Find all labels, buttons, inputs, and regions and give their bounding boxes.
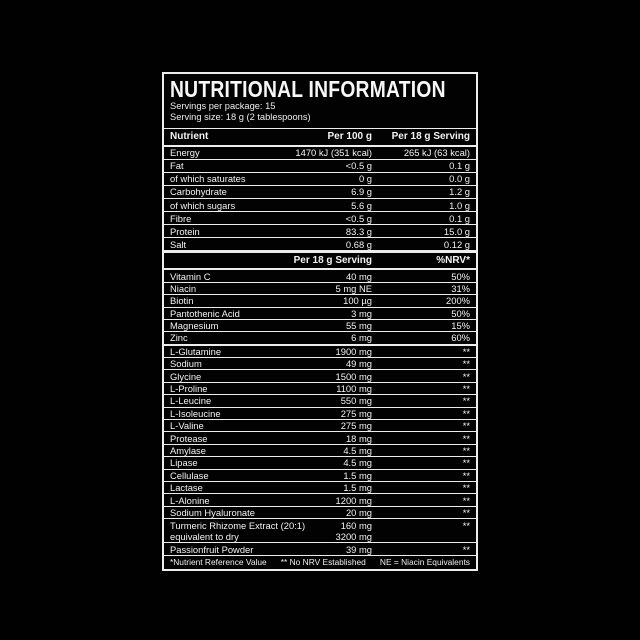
row-nrv-value: ** — [462, 420, 470, 432]
table-row — [164, 370, 476, 382]
table-row — [164, 147, 476, 160]
row-value: 1100 mg — [336, 383, 372, 395]
table-row-line — [170, 160, 470, 172]
row-name: Energy — [170, 147, 200, 159]
table-row-line — [170, 507, 470, 518]
row-nrv-value: ** — [462, 519, 470, 531]
row-name: Carbohydrate — [170, 186, 227, 198]
table-row — [164, 199, 476, 212]
row-name: L-Alonine — [170, 494, 210, 506]
row-nrv-value: ** — [462, 395, 470, 407]
per-100g-table-header — [164, 129, 476, 147]
column-header-per-serving: Per 18 g Serving — [293, 255, 372, 267]
per-100g-table-body — [164, 147, 476, 251]
table-header-row — [170, 129, 470, 145]
footnote-nrv: *Nutrient Reference Value — [170, 556, 267, 567]
row-nrv-value: 31% — [451, 282, 470, 294]
row-name: Zinc — [170, 332, 188, 344]
row-value: 5.6 g — [351, 199, 372, 211]
table-row-line — [170, 395, 470, 406]
row-value: 1900 mg — [335, 345, 372, 357]
table-row-line — [170, 173, 470, 185]
row-value: 1.5 mg — [343, 482, 372, 494]
table-row-line — [170, 494, 470, 505]
row-nrv-value: ** — [462, 370, 470, 382]
row-nrv-value: 15% — [451, 320, 470, 332]
table-row — [164, 408, 476, 420]
per-serving-table-header — [164, 250, 476, 270]
row-name: Cellulase — [170, 469, 209, 481]
table-row-line — [170, 212, 470, 224]
per-serving-table-body — [164, 270, 476, 555]
column-header-nutrient: Nutrient — [170, 131, 209, 143]
servings-per-package: Servings per package: 15 — [170, 101, 276, 111]
row-value: 20 mg — [345, 506, 372, 518]
row-nrv-value: 50% — [451, 307, 470, 319]
row-value: 0.68 g — [345, 238, 372, 250]
table-row-line — [170, 408, 470, 419]
row-name: Niacin — [170, 282, 197, 294]
row-name: Turmeric Rhizome Extract (20:1) — [170, 519, 306, 531]
table-row — [164, 212, 476, 225]
row-nrv-value: ** — [462, 445, 470, 456]
column-header-per-serving: Per 18 g Serving — [391, 131, 470, 143]
table-row-line — [170, 531, 470, 542]
row-name: equivalent to dry — [170, 530, 239, 542]
row-value: 40 mg — [345, 270, 372, 282]
table-row — [164, 332, 476, 345]
row-name: L-Proline — [170, 383, 208, 395]
row-nrv-value: 15.0 g — [443, 225, 470, 237]
footnote-ne: NE = Niacin Equivalents — [379, 556, 470, 567]
row-name: L-Valine — [170, 420, 204, 432]
table-row — [164, 543, 476, 555]
table-row — [164, 445, 476, 457]
row-nrv-value: 0.1 g — [449, 160, 470, 172]
table-row-line — [170, 543, 470, 554]
table-row-line — [170, 238, 470, 250]
row-value: 550 mg — [340, 395, 372, 407]
row-value: 3200 mg — [335, 530, 372, 542]
row-value: 6 mg — [351, 332, 372, 344]
row-nrv-value: ** — [462, 383, 470, 395]
column-header-nrv: %NRV* — [436, 255, 470, 267]
table-row — [164, 420, 476, 432]
row-name: L-Isoleucine — [170, 407, 221, 419]
table-header-row — [170, 253, 470, 268]
table-row-line — [170, 470, 470, 481]
row-nrv-value: 265 kJ (63 kcal) — [403, 147, 470, 159]
row-name: Lipase — [170, 457, 198, 469]
row-value: 83.3 g — [345, 225, 372, 237]
row-nrv-value: ** — [462, 432, 470, 444]
row-name: Pantothenic Acid — [170, 307, 240, 319]
row-value: 49 mg — [345, 358, 372, 370]
table-row — [164, 507, 476, 519]
row-nrv-value: ** — [462, 358, 470, 370]
table-row-line — [170, 332, 470, 343]
row-nrv-value: ** — [462, 345, 470, 357]
row-value: 1.5 mg — [343, 469, 372, 481]
table-row-line — [170, 370, 470, 381]
row-name: Fat — [170, 160, 184, 172]
row-value: 100 µg — [343, 295, 372, 307]
table-row-line — [170, 225, 470, 237]
table-row — [164, 432, 476, 444]
table-row-line — [170, 520, 470, 531]
row-name: Amylase — [170, 445, 206, 456]
row-name: Protease — [170, 432, 208, 444]
table-row — [164, 225, 476, 238]
row-value: <0.5 g — [345, 212, 372, 224]
table-row-line — [170, 383, 470, 394]
table-row — [164, 270, 476, 282]
table-row — [164, 160, 476, 173]
table-row-line — [170, 432, 470, 443]
row-value: 275 mg — [340, 407, 372, 419]
label-header — [164, 74, 476, 129]
table-row — [164, 186, 476, 199]
row-value: 4.5 mg — [343, 445, 372, 456]
row-nrv-value: 0.0 g — [449, 173, 470, 185]
table-row-line — [170, 457, 470, 468]
row-name: Protein — [170, 225, 200, 237]
row-name: Sodium — [170, 358, 202, 370]
serving-size: Serving size: 18 g (2 tablespoons) — [170, 112, 311, 123]
row-name: Biotin — [170, 295, 194, 307]
row-name: Glycine — [170, 370, 202, 382]
row-nrv-value: ** — [462, 482, 470, 494]
row-value: 1470 kJ (351 kcal) — [295, 147, 372, 159]
row-name: of which sugars — [170, 199, 236, 211]
row-nrv-value: 200% — [446, 295, 470, 307]
table-row — [164, 519, 476, 543]
row-value: 5 mg NE — [335, 282, 372, 294]
nutrition-label — [162, 72, 478, 571]
row-name: Magnesium — [170, 320, 219, 332]
row-value: 160 mg — [340, 519, 372, 531]
row-name: Fibre — [170, 212, 192, 224]
table-row — [164, 320, 476, 332]
row-nrv-value: 0.1 g — [449, 212, 470, 224]
row-nrv-value: 60% — [451, 332, 470, 344]
row-name: Sodium Hyaluronate — [170, 506, 255, 518]
row-name: L-Leucine — [170, 395, 212, 407]
row-value: 3 mg — [351, 307, 372, 319]
row-value: 55 mg — [345, 320, 372, 332]
row-nrv-value: ** — [462, 494, 470, 506]
row-nrv-value: ** — [462, 506, 470, 518]
table-row-line — [170, 358, 470, 369]
row-name: Vitamin C — [170, 270, 211, 282]
row-value: 39 mg — [345, 543, 372, 555]
row-value: 6.9 g — [351, 186, 372, 198]
footnotes — [164, 556, 476, 570]
row-name: of which saturates — [170, 173, 246, 185]
table-row — [164, 308, 476, 320]
table-row-line — [170, 283, 470, 294]
row-value: 0 g — [358, 173, 372, 185]
row-nrv-value: 1.2 g — [449, 186, 470, 198]
row-nrv-value: ** — [462, 543, 470, 555]
table-row-line — [170, 295, 470, 306]
table-row-line — [170, 199, 470, 211]
row-nrv-value: 50% — [451, 270, 470, 282]
row-nrv-value: ** — [462, 457, 470, 469]
row-nrv-value: 1.0 g — [449, 199, 470, 211]
table-row — [164, 238, 476, 250]
table-row — [164, 358, 476, 370]
row-value: 18 mg — [345, 432, 372, 444]
row-value: 275 mg — [340, 420, 372, 432]
row-nrv-value: 0.12 g — [443, 238, 470, 250]
table-row — [164, 457, 476, 469]
table-row — [164, 283, 476, 295]
footnote-no-nrv: ** No NRV Established — [280, 556, 366, 567]
table-row-line — [170, 147, 470, 159]
row-name: L-Glutamine — [170, 345, 222, 357]
table-row-line — [170, 420, 470, 431]
table-row — [164, 173, 476, 186]
label-title: NUTRITIONAL INFORMATION — [170, 76, 446, 102]
row-name: Salt — [170, 238, 187, 250]
row-nrv-value: ** — [462, 407, 470, 419]
row-value: 1200 mg — [335, 494, 372, 506]
row-value: 4.5 mg — [343, 457, 372, 469]
table-row — [164, 482, 476, 494]
table-row-line — [170, 346, 470, 357]
table-row-line — [170, 186, 470, 198]
table-row — [164, 395, 476, 407]
table-row — [164, 346, 476, 358]
table-row-line — [170, 270, 470, 281]
table-row — [164, 494, 476, 506]
row-nrv-value: ** — [462, 469, 470, 481]
column-header-per-100g: Per 100 g — [327, 131, 372, 143]
table-row-line — [170, 482, 470, 493]
table-row — [164, 383, 476, 395]
row-value: 1500 mg — [335, 370, 372, 382]
table-row-line — [170, 320, 470, 331]
table-row — [164, 295, 476, 307]
table-row-line — [170, 445, 470, 456]
row-name: Passionfruit Powder — [170, 543, 254, 555]
row-name: Lactase — [170, 482, 203, 494]
table-row — [164, 470, 476, 482]
table-row-line — [170, 308, 470, 319]
row-value: <0.5 g — [345, 160, 372, 172]
